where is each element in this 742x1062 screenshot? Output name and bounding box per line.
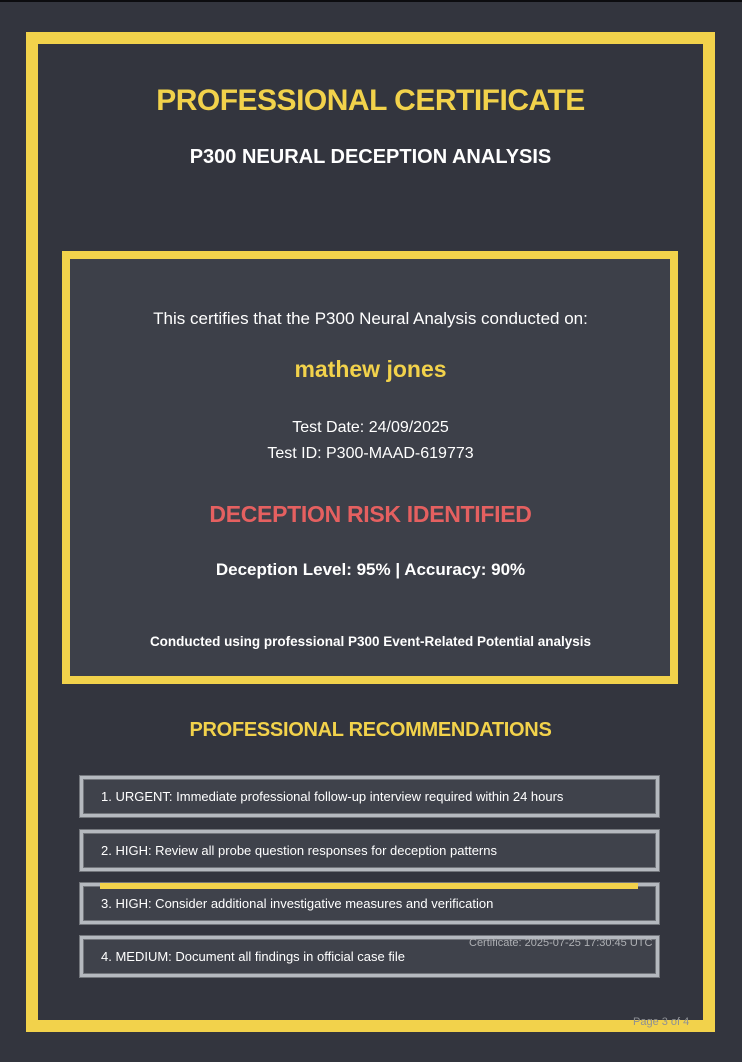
recommendation-item-1-text: 1. URGENT: Immediate professional follow-up interview required within 24 hours	[101, 789, 564, 804]
recommendation-item-3	[80, 883, 659, 924]
page-subtitle: P300 NEURAL DECEPTION ANALYSIS	[189, 146, 552, 168]
subject-name: mathew jones	[294, 356, 447, 382]
recommendation-item-2	[80, 830, 659, 871]
test-id: Test ID: P300-MAAD-619773	[267, 445, 474, 462]
test-date: Test Date: 24/09/2025	[292, 419, 449, 436]
recommendation-item-4-text: 4. MEDIUM: Document all findings in official case file	[101, 949, 405, 964]
page-title: PROFESSIONAL CERTIFICATE	[156, 84, 585, 117]
deception-risk-heading: DECEPTION RISK IDENTIFIED	[209, 501, 532, 527]
certificate-timestamp: Certificate: 2025-07-25 17:30:45 UTC	[469, 937, 653, 949]
overlapping-yellow-border-line	[100, 883, 638, 889]
method-note: Conducted using professional P300 Event-Related Potential analysis	[149, 634, 592, 649]
recommendation-item-1	[80, 776, 659, 817]
certify-intro-text: This certifies that the P300 Neural Analysis conducted on:	[153, 309, 588, 328]
recommendations-heading: PROFESSIONAL RECOMMENDATIONS	[189, 719, 552, 741]
recommendation-item-2-text: 2. HIGH: Review all probe question responses for deception patterns	[101, 843, 497, 858]
deception-metrics: Deception Level: 95% | Accuracy: 90%	[215, 560, 526, 579]
top-edge-line	[0, 0, 742, 2]
page-number-indicator: Page 3 of 4	[633, 1016, 690, 1028]
recommendation-item-3-text: 3. HIGH: Consider additional investigative measures and verification	[101, 896, 494, 911]
